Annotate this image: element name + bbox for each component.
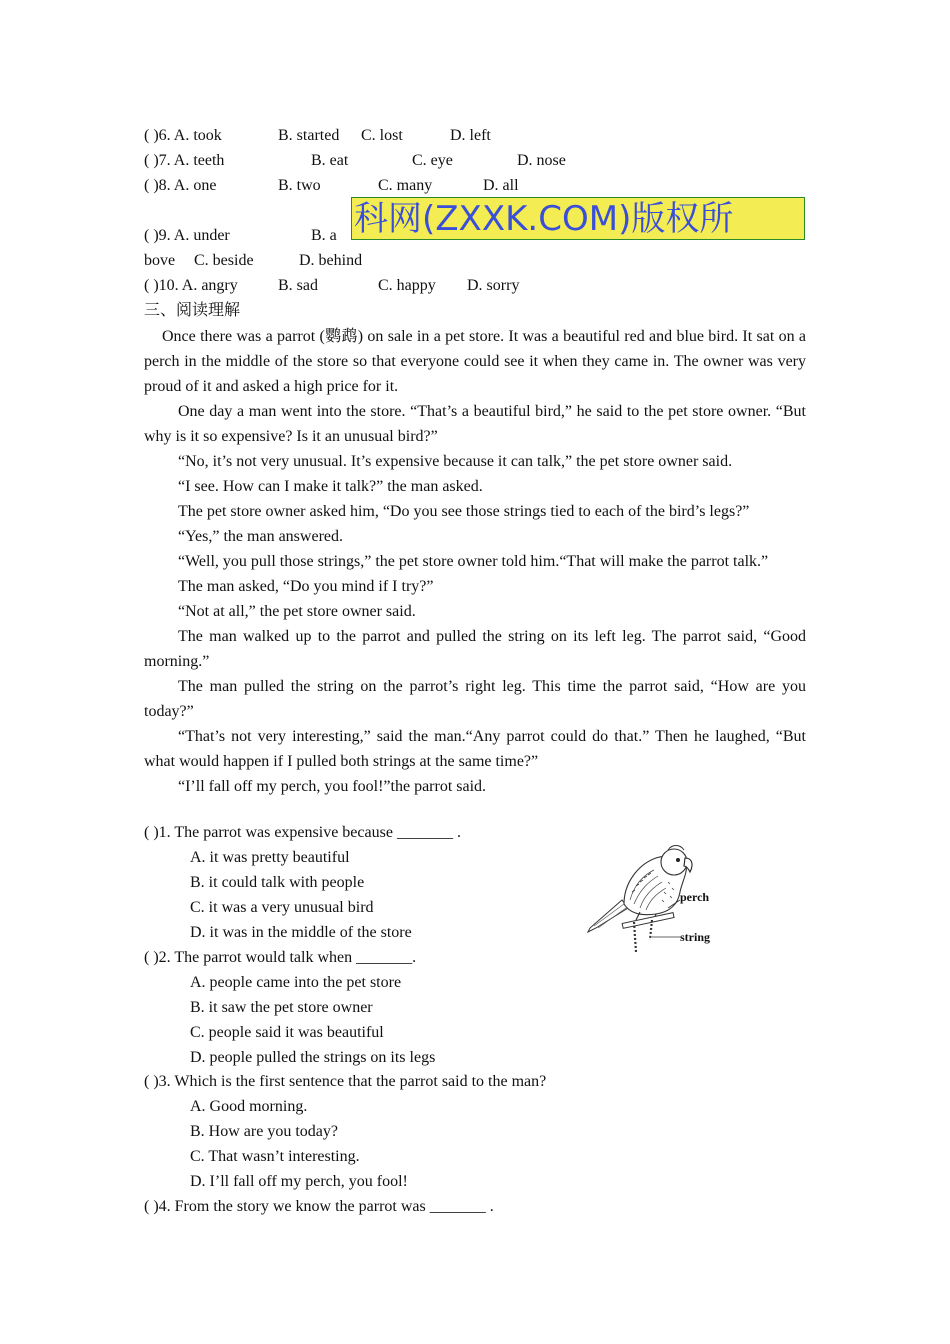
option-b: B. eat [311, 152, 349, 169]
question-stem: ( )4. From the story we know the parrot was _______ . [144, 1198, 494, 1215]
answer-option: A. people came into the pet store [190, 974, 402, 991]
question-stem: ( )1. The parrot was expensive because _______ . [144, 824, 461, 841]
story-paragraph: The man walked up to the parrot and pulled the string on its left leg. The parrot said, “Good morning.” [144, 628, 806, 670]
option-c: C. beside [194, 252, 254, 269]
question-number: ( )9. A. under [144, 227, 230, 244]
option-d: D. left [450, 127, 491, 144]
story-paragraph: “Not at all,” the pet store owner said. [178, 603, 416, 620]
story-paragraph: The man asked, “Do you mind if I try?” [178, 578, 434, 595]
answer-option: D. I’ll fall off my perch, you fool! [190, 1173, 408, 1190]
story-paragraph: The pet store owner asked him, “Do you see those strings tied to each of the bird’s legs?” [178, 503, 750, 520]
option-c: C. happy [378, 277, 436, 294]
answer-option: C. it was a very unusual bird [190, 899, 374, 916]
question-stem: ( )2. The parrot would talk when _______. [144, 949, 417, 966]
parrot-figure [584, 842, 724, 958]
story-paragraph: “That’s not very interesting,” said the man.“Any parrot could do that.” Then he laughed, “But what would happen if I pulled both strings at the same time?” [144, 728, 806, 770]
answer-option: A. it was pretty beautiful [190, 849, 350, 866]
story-paragraph: Once there was a parrot (鹦鹉) on sale in a pet store. It was a beautiful red and blue bird. It sat on a perch in the middle of the store so that everyone could see it when they came in. The owner was very proud of it and asked a high price for it. [144, 328, 806, 395]
answer-option: A. Good morning. [190, 1098, 308, 1115]
story-paragraph: “No, it’s not very unusual. It’s expensive because it can talk,” the pet store owner said. [178, 453, 733, 470]
story-paragraph: One day a man went into the store. “That’s a beautiful bird,” he said to the pet store owner. “But why is it so expensive? Is it an unusual bird?” [144, 403, 806, 445]
question-stem: ( )3. Which is the first sentence that the parrot said to the man? [144, 1073, 547, 1090]
section-title: 三、阅读理解 [144, 302, 241, 319]
option-b-end: bove [144, 252, 176, 269]
option-b: B. two [278, 177, 321, 194]
perch-label: perch [680, 890, 710, 904]
answer-option: C. That wasn’t interesting. [190, 1148, 360, 1165]
option-d: D. nose [517, 152, 566, 169]
answer-option: B. it saw the pet store owner [190, 999, 373, 1016]
answer-option: C. people said it was beautiful [190, 1024, 384, 1041]
watermark-banner [351, 197, 805, 240]
reading-passage [144, 324, 806, 799]
story-paragraph: “Well, you pull those strings,” the pet store owner told him.“That will make the parrot talk.” [178, 553, 769, 570]
question-number: ( )6. A. took [144, 127, 222, 144]
option-b-start: B. a [311, 227, 337, 244]
story-paragraph: “I see. How can I make it talk?” the man asked. [178, 478, 483, 495]
question-number: ( )8. A. one [144, 177, 217, 194]
string-label: string [680, 930, 710, 944]
option-d: D. behind [299, 252, 363, 269]
option-c: C. eye [412, 152, 453, 169]
option-b: B. sad [278, 277, 318, 294]
answer-option: B. How are you today? [190, 1123, 338, 1140]
watermark-text: 科网(ZXXK.COM)版权所 [354, 199, 734, 239]
option-b: B. started [278, 127, 340, 144]
option-c: C. lost [361, 127, 403, 144]
question-number: ( )7. A. teeth [144, 152, 225, 169]
story-paragraph: “I’ll fall off my perch, you fool!”the parrot said. [178, 778, 487, 795]
question-number: ( )10. A. angry [144, 277, 238, 294]
option-d: D. sorry [467, 277, 520, 294]
option-c: C. many [378, 177, 433, 194]
answer-option: D. it was in the middle of the store [190, 924, 412, 941]
story-paragraph: The man pulled the string on the parrot’s right leg. This time the parrot said, “How are you today?” [144, 678, 806, 720]
option-d: D. all [483, 177, 519, 194]
answer-option: B. it could talk with people [190, 874, 365, 891]
story-paragraph: “Yes,” the man answered. [178, 528, 343, 545]
answer-option: D. people pulled the strings on its legs [190, 1049, 436, 1066]
